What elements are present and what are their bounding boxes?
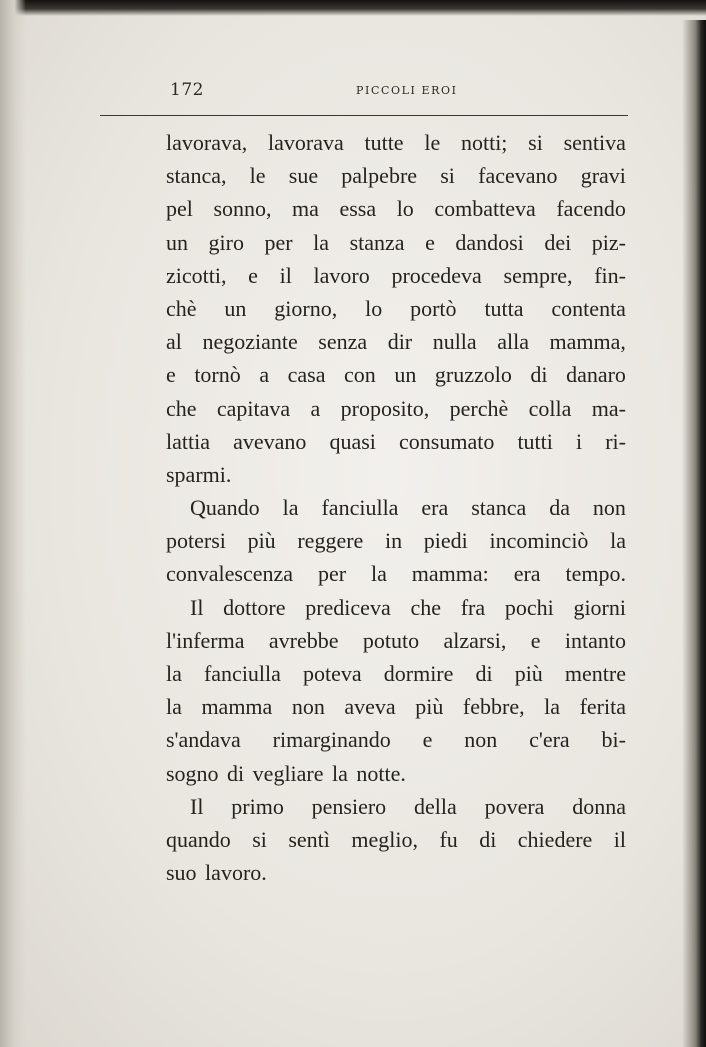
text-line: quando si sentì meglio, fu di chiedere il — [166, 826, 626, 852]
text-line: convalescenza per la mamma: era tempo. — [166, 561, 626, 587]
text-line: la mamma non aveva più febbre, la ferita — [166, 694, 626, 720]
text-line: lattia avevano quasi consumato tutti i ri- — [166, 428, 626, 454]
text-line: s'andava rimarginando e non c'era bi- — [166, 727, 626, 753]
text-line: lavorava, lavorava tutte le notti; si sentiva — [166, 130, 626, 155]
text-line: la fanciulla poteva dormire di più mentre — [166, 661, 626, 686]
header-rule — [100, 115, 628, 116]
text-line: suo lavoro. — [166, 860, 267, 886]
text-line: chè un giorno, lo portò tutta contenta — [166, 295, 626, 321]
text-line: potersi più reggere in piedi incominciò la — [166, 528, 626, 554]
top-shadow — [0, 0, 706, 16]
text-line: stanca, le sue palpebre si facevano gravi — [166, 163, 626, 189]
page-gutter — [0, 0, 26, 1047]
text-line: Il primo pensiero della povera donna — [190, 793, 626, 819]
page-edge-shadow — [682, 20, 706, 1047]
text-line: zicotti, e il lavoro procedeva sempre, fin- — [166, 262, 626, 288]
text-line: Quando la fanciulla era stanca da non — [190, 495, 626, 521]
page-header — [166, 78, 624, 108]
page-number: 172 — [170, 80, 204, 100]
text-line: l'inferma avrebbe potuto alzarsi, e intanto — [166, 627, 626, 653]
text-line: al negoziante senza dir nulla alla mamma, — [166, 329, 626, 355]
text-line: sogno di vegliare la notte. — [166, 760, 406, 786]
text-line: un giro per la stanza e dandosi dei piz- — [166, 229, 626, 255]
running-title: PICCOLI EROI — [356, 84, 458, 97]
text-line: Il dottore prediceva che fra pochi giorni — [190, 594, 626, 620]
text-line: e tornò a casa con un gruzzolo di danaro — [166, 362, 626, 388]
body-text — [166, 126, 626, 889]
text-line: pel sonno, ma essa lo combatteva facendo — [166, 196, 626, 222]
text-line: sparmi. — [166, 461, 232, 487]
text-line: che capitava a proposito, perchè colla ma- — [166, 395, 626, 421]
